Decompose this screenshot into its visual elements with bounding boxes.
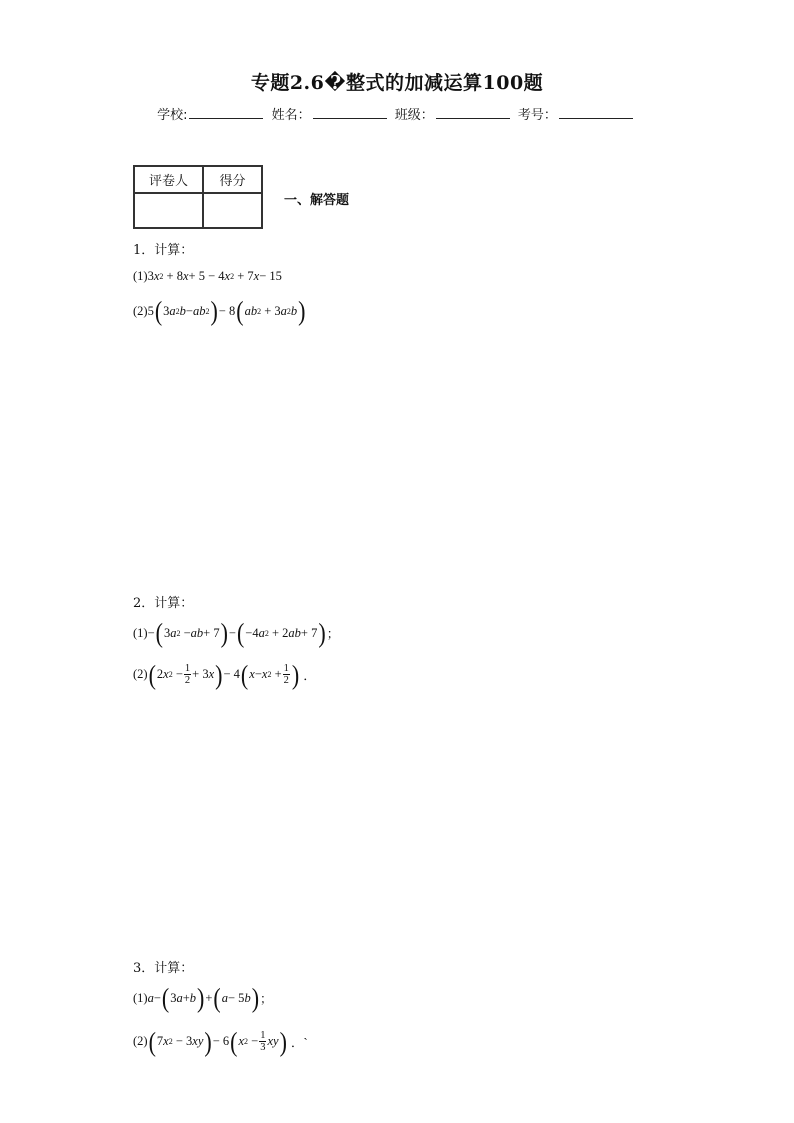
student-info-line bbox=[0, 104, 794, 123]
exam-no-blank bbox=[559, 106, 633, 119]
class-blank bbox=[436, 106, 510, 119]
score-header: 得分 bbox=[203, 166, 262, 193]
question-1-head: 1．计算： bbox=[133, 243, 194, 258]
school-blank bbox=[189, 106, 263, 119]
class-label: 班级： bbox=[394, 108, 434, 123]
name-label: 姓名： bbox=[271, 108, 311, 123]
question-3-part-2: (2) ( 7 x 2 − 3 xy ) − 6 ( x 2 − $\frac{1}{3}$ xy ) ．` bbox=[133, 1025, 308, 1057]
grader-header: 评卷人 bbox=[134, 166, 203, 193]
question-3-head: 3．计算： bbox=[133, 961, 194, 976]
question-1-part-1: (1)3 x 2 + 8 x + 5 − 4 x 2 + 7 x − 15 bbox=[133, 269, 282, 283]
section-title: 一、解答题 bbox=[284, 193, 350, 208]
question-1-part-2: (2)5 ( 3 a 2 b − ab 2 ) − 8 ( ab 2 + 3 a 2 b ) bbox=[133, 294, 306, 326]
name-blank bbox=[313, 106, 387, 119]
question-2-part-2: (2) ( 2 x 2 − $\frac{1}{2}$ + 3 x ) − 4 ( x − x 2 + $\frac{1}{2}$ ) ． bbox=[133, 658, 316, 690]
school-label: 学校: bbox=[157, 108, 188, 123]
question-2-part-1: (1)− ( 3 a 2 − ab + 7 ) − ( −4 a 2 + 2 ab + 7 ) ； bbox=[133, 616, 340, 648]
score-table bbox=[133, 165, 263, 229]
grader-cell bbox=[134, 193, 203, 228]
question-2-head: 2．计算： bbox=[133, 596, 194, 611]
page-title: 专题2.6�整式的加减运算100题 bbox=[250, 72, 544, 94]
exam-no-label: 考号： bbox=[517, 108, 557, 123]
question-3-part-1: (1) a − ( 3 a + b ) + ( a − 5 b ) ； bbox=[133, 981, 273, 1013]
score-cell bbox=[203, 193, 262, 228]
